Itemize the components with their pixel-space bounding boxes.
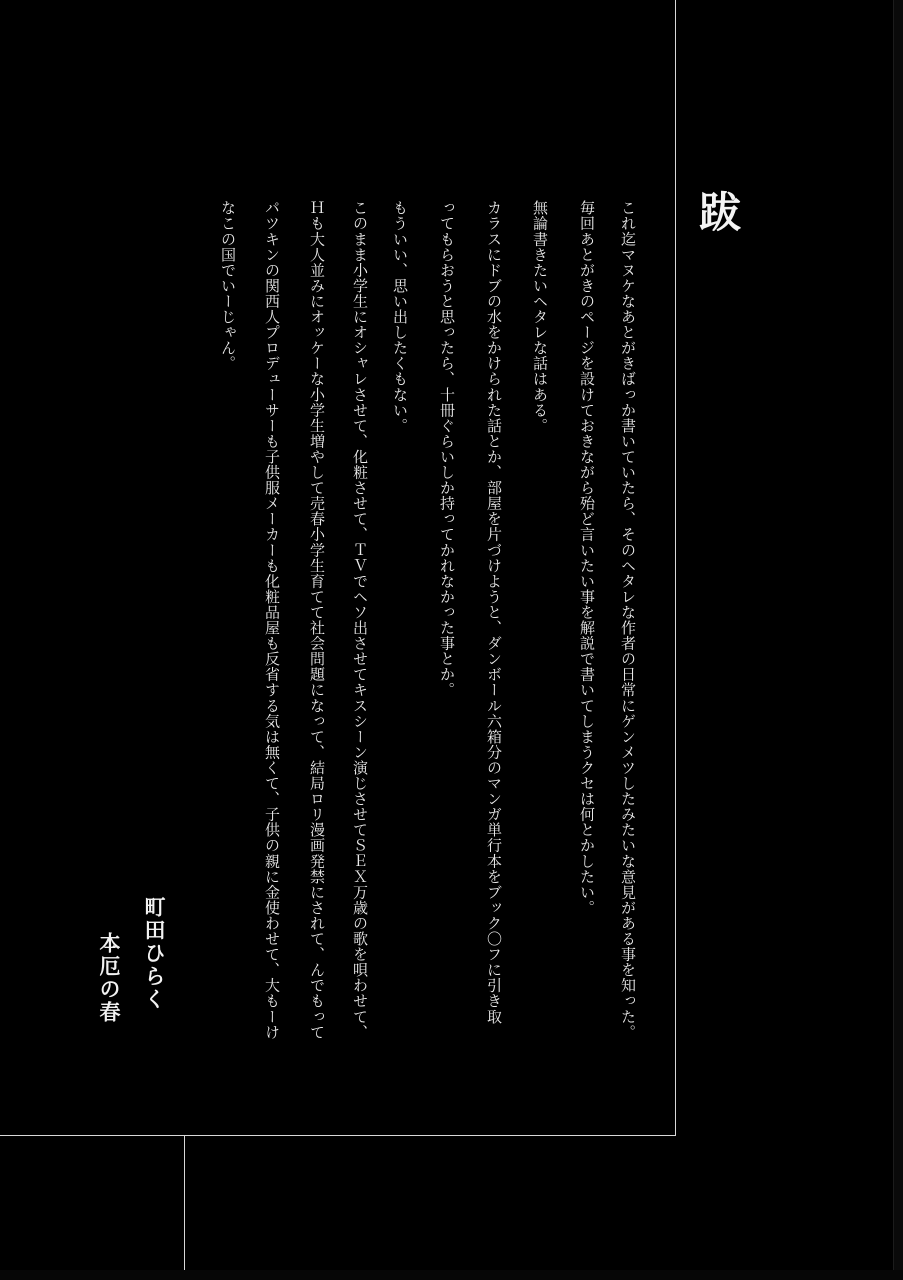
paragraph-line: もういい、思い出したくもない。	[391, 200, 409, 434]
paragraph-line: カラスにドブの水をかけられた話とか、部屋を片づけようと、ダンボール六箱分のマンガ単行本をブック〇フに引き取	[485, 200, 503, 1025]
paragraph-line: 毎回あとがきのページを設けておきながら殆ど言いたい事を解説で書いてしまうクセは何とかしたい。	[578, 200, 596, 916]
page-edge-bottom	[0, 1270, 903, 1280]
paragraph-line: ってもらおうと思ったら、十冊ぐらいしか持ってかれなかった事とか。	[438, 200, 456, 698]
paragraph-line: これ迄マヌケなあとがきばっか書いていたら、そのヘタレな作者の日常にゲンメツしたみたいな意見がある事を知った。	[619, 200, 637, 1040]
page-title: 跋	[698, 188, 741, 237]
paragraph-line: このまま小学生にオシャレさせて、化粧させて、ＴＶでヘソ出させてキスシーン演じさせてＳＥＸ万歳の歌を唄わせて、	[351, 200, 369, 1040]
paragraph-line: パツキンの関西人プロデューサーも子供服メーカーも化粧品屋も反省する気は無くて、子供の親に金使わせて、大もーけ	[263, 200, 281, 1040]
vertical-rule	[675, 0, 676, 1135]
horizontal-rule	[0, 1135, 676, 1136]
author-signature: 町田ひらく	[142, 896, 167, 1011]
date-signature: 本厄の春	[97, 932, 122, 1024]
paragraph-line: なこの国でいーじゃん。	[219, 200, 237, 372]
bottom-vertical-rule	[184, 1136, 185, 1280]
page-edge-right	[893, 0, 903, 1280]
paragraph-line: Ｈも大人並みにオッケーな小学生増やして売春小学生育てて社会問題になって、結局ロリ漫画発禁にされて、んでもって	[308, 200, 326, 1040]
paragraph-line: 無論書きたいヘタレな話はある。	[531, 200, 549, 434]
